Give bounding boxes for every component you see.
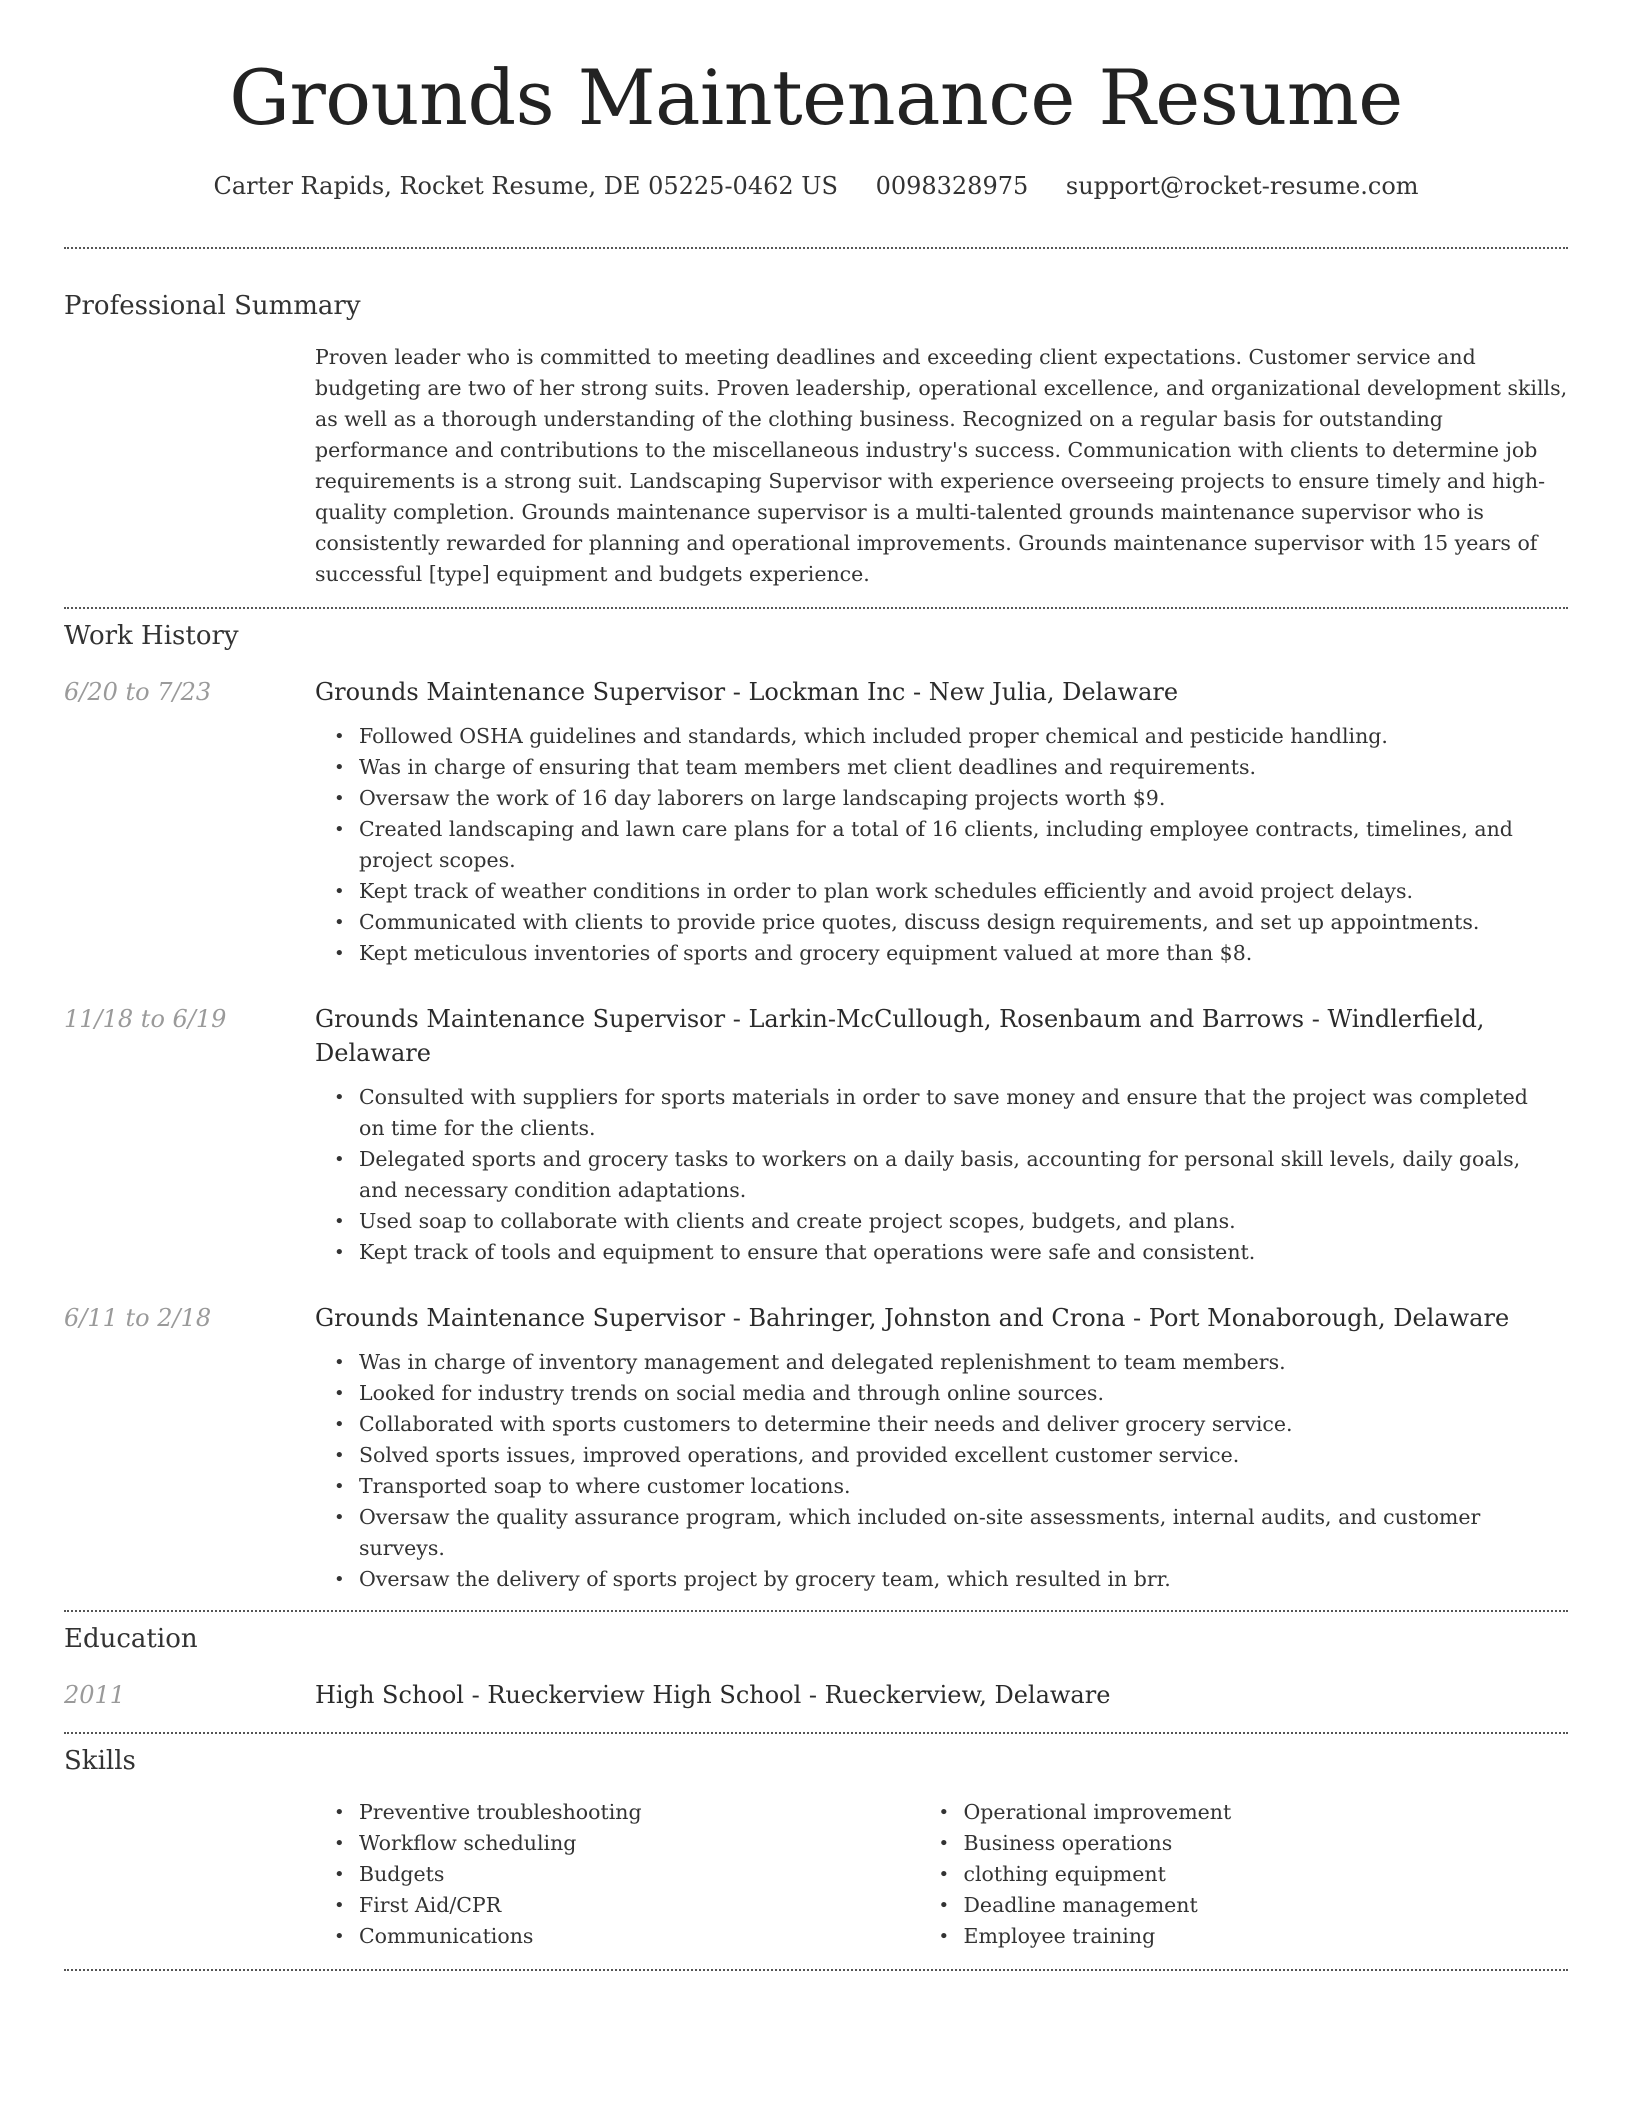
list-item: • Was in charge of ensuring that team members met client deadlines and requirements. (359, 752, 1568, 783)
list-item: • Created landscaping and lawn care plans for a total of 16 clients, including employee contracts, timelines, and project scopes. (359, 814, 1568, 876)
list-item: • Consulted with suppliers for sports materials in order to save money and ensure that the project was completed on time for the clients. (359, 1082, 1568, 1144)
job-entry (64, 675, 1568, 969)
job-entry (64, 1002, 1568, 1268)
list-item: • Oversaw the delivery of sports project by grocery team, which resulted in brr. (359, 1564, 1568, 1595)
skill-item: • Employee training (964, 1921, 1569, 1952)
contact-address: Carter Rapids, Rocket Resume, DE 05225-0462 US (213, 172, 838, 200)
divider (64, 1732, 1568, 1734)
list-item: • Collaborated with sports customers to determine their needs and deliver grocery service. (359, 1409, 1568, 1440)
list-item: • Oversaw the quality assurance program, which included on-site assessments, internal audits, and customer surveys. (359, 1502, 1568, 1564)
list-item: • Looked for industry trends on social media and through online sources. (359, 1378, 1568, 1409)
job-dates: 11/18 to 6/19 (64, 1005, 227, 1033)
job-bullets (64, 1347, 1568, 1595)
list-item: • Communicated with clients to provide price quotes, discuss design requirements, and set up appointments. (359, 907, 1568, 938)
list-item: • Kept meticulous inventories of sports and grocery equipment valued at more than $8. (359, 938, 1568, 969)
resume-title: Grounds Maintenance Resume (229, 53, 1403, 142)
section-heading-summary: Professional Summary (64, 291, 361, 321)
education-details: High School - Rueckerview High School - Rueckerview, Delaware (315, 1681, 1111, 1709)
contact-email: support@rocket-resume.com (1065, 172, 1419, 200)
skill-item: • Workflow scheduling (359, 1828, 964, 1859)
job-bullets (64, 1082, 1568, 1268)
contact-phone: 0098328975 (875, 172, 1029, 200)
list-item: • Delegated sports and grocery tasks to workers on a daily basis, accounting for personal skill levels, daily goals, and necessary condition adaptations. (359, 1144, 1568, 1206)
job-bullets (64, 721, 1568, 969)
skill-item: • clothing equipment (964, 1859, 1569, 1890)
job-entry (64, 1301, 1568, 1595)
skill-item: • Budgets (359, 1859, 964, 1890)
skill-item: • Business operations (964, 1828, 1569, 1859)
divider (64, 607, 1568, 609)
list-item: • Used soap to collaborate with clients and create project scopes, budgets, and plans. (359, 1206, 1568, 1237)
skills-list (64, 1797, 1568, 1952)
section-heading-work-history: Work History (64, 621, 239, 651)
list-item: • Kept track of tools and equipment to ensure that operations were safe and consistent. (359, 1237, 1568, 1268)
list-item: • Was in charge of inventory management and delegated replenishment to team members. (359, 1347, 1568, 1378)
job-title: Grounds Maintenance Supervisor - Bahringer, Johnston and Crona - Port Monaborough, Delaware (315, 1304, 1510, 1332)
list-item: • Solved sports issues, improved operations, and provided excellent customer service. (359, 1440, 1568, 1471)
skill-item: • Communications (359, 1921, 964, 1952)
list-item: • Oversaw the work of 16 day laborers on large landscaping projects worth $9. (359, 783, 1568, 814)
job-dates: 6/20 to 7/23 (64, 678, 212, 706)
section-heading-skills: Skills (64, 1746, 136, 1776)
resume-page (64, 0, 1568, 1971)
divider (64, 247, 1568, 249)
skills-column-right (964, 1797, 1569, 1952)
skill-item: • First Aid/CPR (359, 1890, 964, 1921)
divider (64, 1969, 1568, 1971)
summary-text: Proven leader who is committed to meeting deadlines and exceeding client expectations. Customer service and budgeting are two of her strong suits. Proven leadership, operational excellence, and organizational development skills, as well as a thorough understanding of the clothing business. Recognized on a regular basis for outstanding performance and contributions to the miscellaneous industry's success. Communication with clients to determine job requirements is a strong suit. Landscaping Supervisor with experience overseeing projects to ensure timely and high-quality completion. Grounds maintenance supervisor is a multi-talented grounds maintenance supervisor who is consistently rewarded for planning and operational improvements. Grounds maintenance supervisor with 15 years of successful [type] equipment and budgets experience. (315, 345, 1568, 586)
divider (64, 1610, 1568, 1612)
list-item: • Kept track of weather conditions in order to plan work schedules efficiently and avoid project delays. (359, 876, 1568, 907)
skill-item: • Deadline management (964, 1890, 1569, 1921)
job-dates: 6/11 to 2/18 (64, 1304, 212, 1332)
list-item: • Transported soap to where customer locations. (359, 1471, 1568, 1502)
skills-column-left (359, 1797, 964, 1952)
contact-line (64, 170, 1568, 202)
job-title: Grounds Maintenance Supervisor - Larkin-McCullough, Rosenbaum and Barrows - Windlerfield, Delaware (315, 1005, 1485, 1067)
list-item: • Followed OSHA guidelines and standards, which included proper chemical and pesticide handling. (359, 721, 1568, 752)
education-year: 2011 (64, 1681, 126, 1709)
skill-item: • Preventive troubleshooting (359, 1797, 964, 1828)
job-title: Grounds Maintenance Supervisor - Lockman Inc - New Julia, Delaware (315, 678, 1179, 706)
section-heading-education: Education (64, 1624, 198, 1654)
skill-item: • Operational improvement (964, 1797, 1569, 1828)
education-entry (64, 1678, 1568, 1712)
